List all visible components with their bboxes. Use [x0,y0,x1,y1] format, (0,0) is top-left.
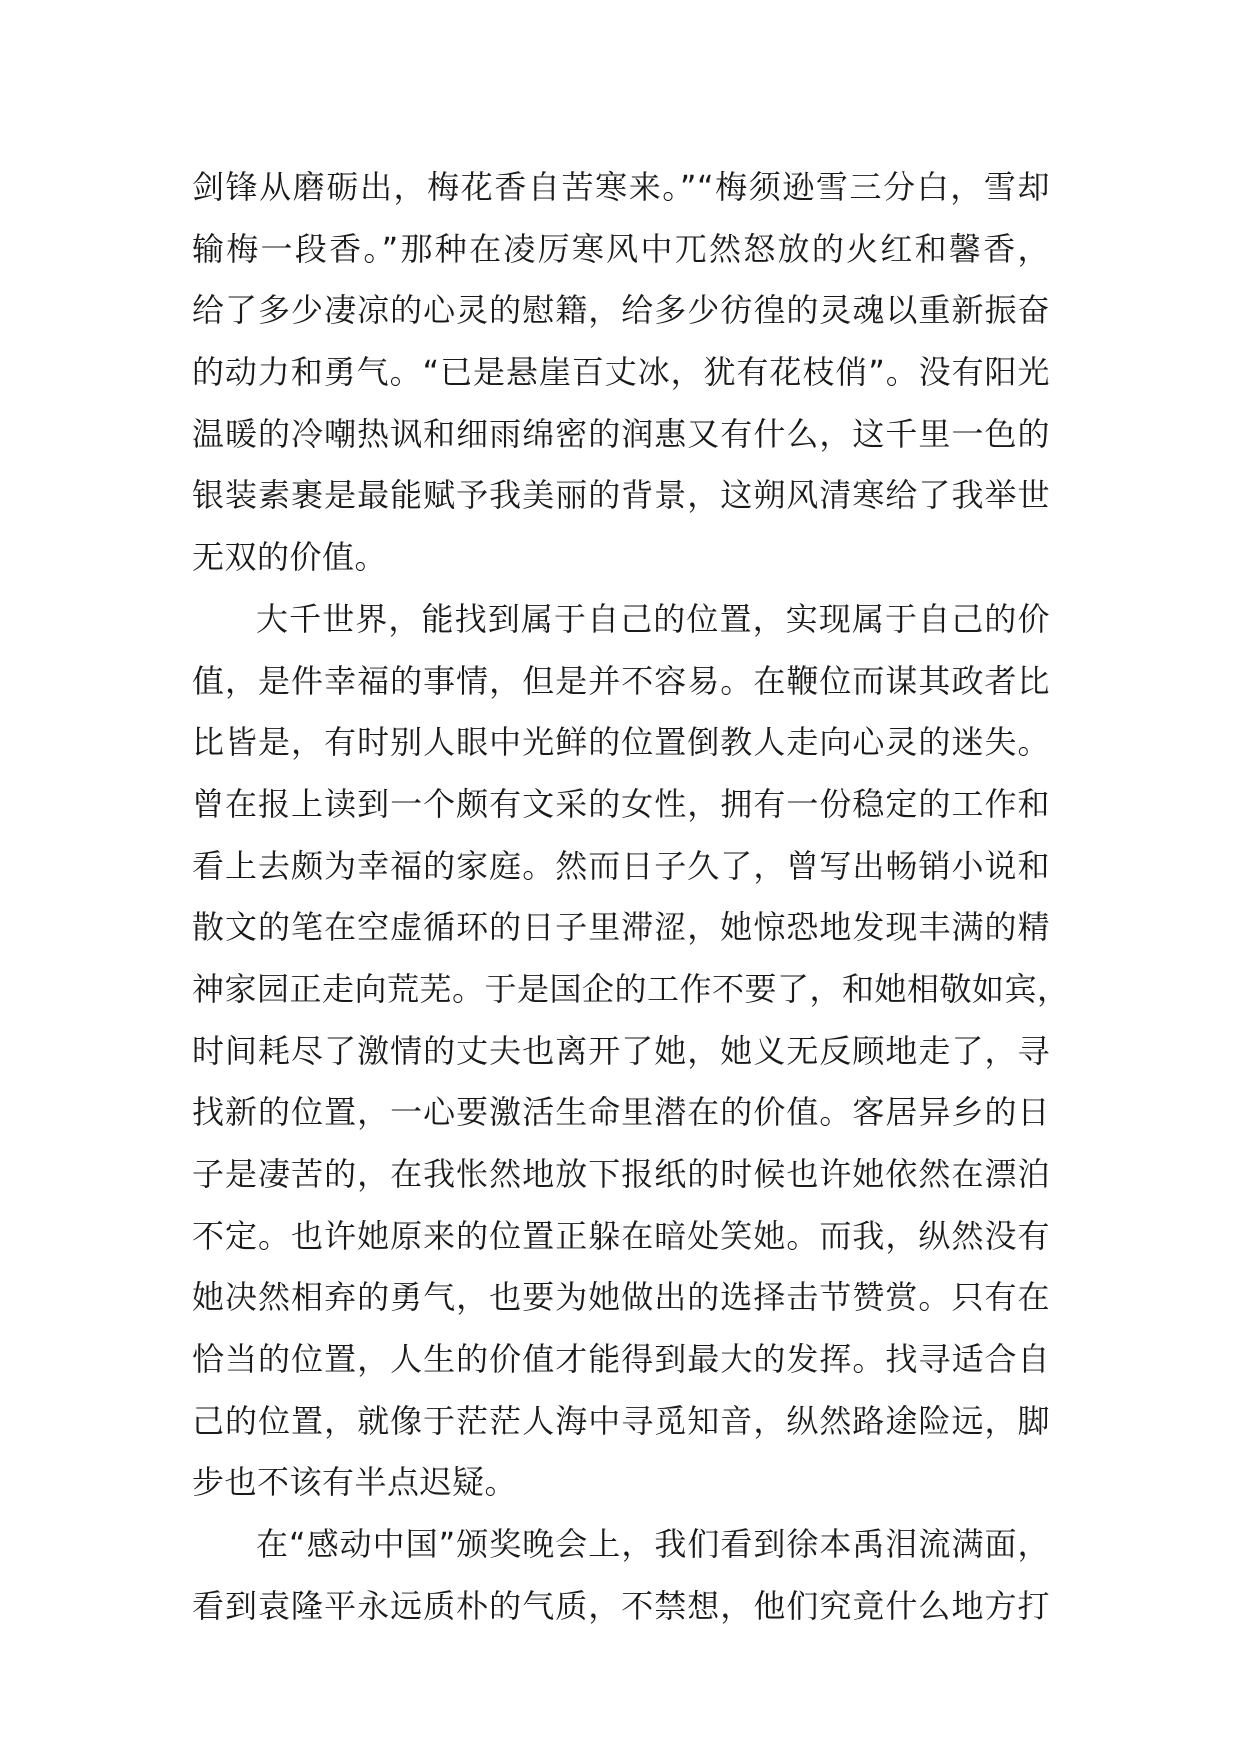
text-line: 神家园正走向荒芜。于是国企的工作不要了，和她相敬如宾， [192,969,1070,1008]
text-line: 温暖的冷嘲热讽和细雨绵密的润惠又有什么，这千里一色的 [192,414,1050,453]
paragraph-first-line: 在“感动中国”颁奖晚会上，我们看到徐本禹泪流满面， [256,1525,1050,1564]
text-line: 输梅一段香。”那种在凌厉寒风中兀然怒放的火红和馨香， [192,229,1050,268]
text-line: 看到袁隆平永远质朴的气质，不禁想，他们究竟什么地方打 [192,1586,1050,1625]
text-line: 己的位置，就像于茫茫人海中寻觅知音，纵然路途险远，脚 [192,1401,1050,1440]
text-line: 她决然相弃的勇气，也要为她做出的选择击节赞赏。只有在 [192,1278,1050,1317]
document-body [192,157,1070,1638]
text-line: 步也不该有半点迟疑。 [192,1463,518,1502]
text-line: 找新的位置，一心要激活生命里潜在的价值。客居异乡的日 [192,1093,1050,1132]
paragraph-first-line: 大千世界，能找到属于自己的位置，实现属于自己的价 [256,599,1050,638]
text-line: 的动力和勇气。“已是悬崖百丈冰，犹有花枝俏”。没有阳光 [192,353,1050,392]
text-line: 值，是件幸福的事情，但是并不容易。在鞭位而谋其政者比 [192,661,1050,700]
text-line: 看上去颇为幸福的家庭。然而日子久了，曾写出畅销小说和 [192,846,1050,885]
text-line: 银装素裹是最能赋予我美丽的背景，这朔风清寒给了我举世 [192,476,1050,515]
text-line: 不定。也许她原来的位置正躲在暗处笑她。而我，纵然没有 [192,1216,1050,1255]
text-line: 比皆是，有时别人眼中光鲜的位置倒教人走向心灵的迷失。 [192,723,1050,762]
text-line: 时间耗尽了激情的丈夫也离开了她，她义无反顾地走了，寻 [192,1031,1050,1070]
text-line: 无双的价值。 [192,538,388,577]
text-line: 曾在报上读到一个颇有文采的女性，拥有一份稳定的工作和 [192,784,1050,823]
text-line: 恰当的位置，人生的价值才能得到最大的发挥。找寻适合自 [192,1340,1050,1379]
text-line: 给了多少凄凉的心灵的慰籍，给多少彷徨的灵魂以重新振奋 [192,291,1050,330]
text-line: 散文的笔在空虚循环的日子里滞涩，她惊恐地发现丰满的精 [192,908,1050,947]
text-line: 剑锋从磨砺出，梅花香自苦寒来。”“梅须逊雪三分白，雪却 [192,168,1050,206]
text-line: 子是凄苦的，在我怅然地放下报纸的时候也许她依然在漂泊 [192,1155,1050,1193]
